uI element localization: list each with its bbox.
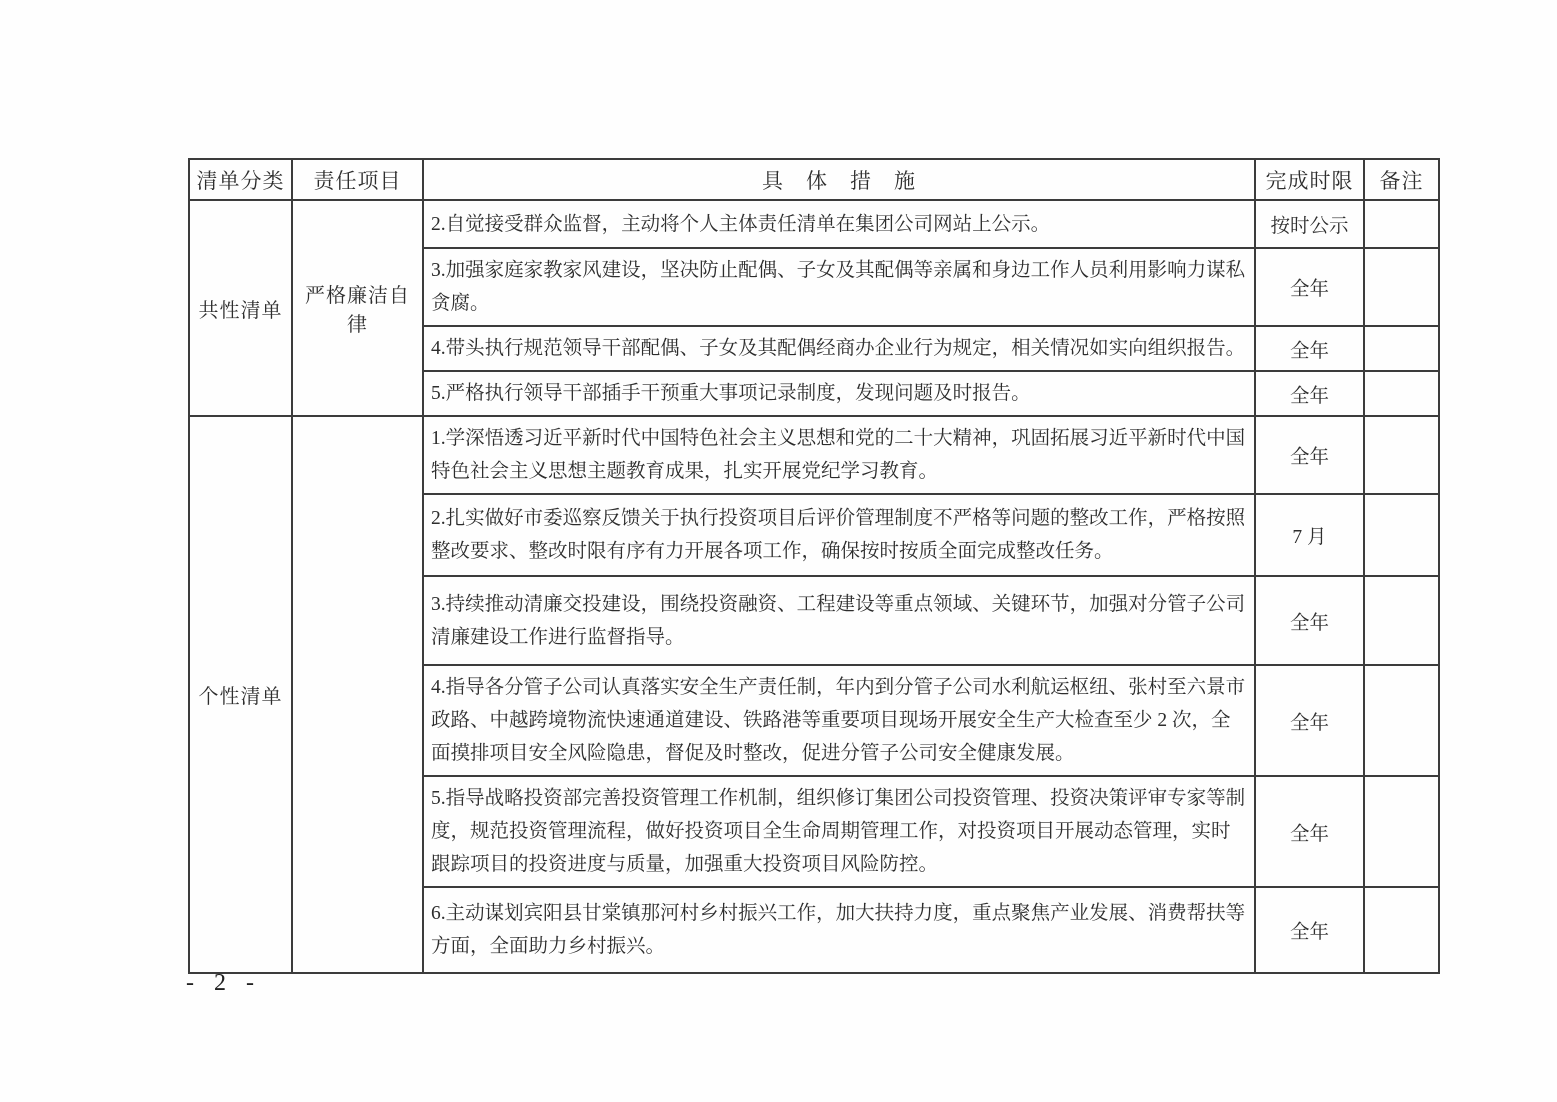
deadline-cell: 全年 [1255, 248, 1364, 326]
category-cell-common-list: 共性清单 [189, 200, 292, 416]
header-deadline: 完成时限 [1255, 159, 1364, 200]
deadline-cell: 全年 [1255, 887, 1364, 973]
measure-cell: 6.主动谋划宾阳县甘棠镇那河村乡村振兴工作，加大扶持力度，重点聚焦产业发展、消费帮扶等方面，全面助力乡村振兴。 [423, 887, 1255, 973]
deadline-cell: 7 月 [1255, 494, 1364, 576]
measure-cell: 5.指导战略投资部完善投资管理工作机制，组织修订集团公司投资管理、投资决策评审专家等制度，规范投资管理流程，做好投资项目全生命周期管理工作，对投资项目开展动态管理，实时跟踪项目的投资进度与质量，加强重大投资项目风险防控。 [423, 776, 1255, 887]
measure-cell: 5.严格执行领导干部插手干预重大事项记录制度，发现问题及时报告。 [423, 371, 1255, 416]
remark-cell [1364, 494, 1439, 576]
remark-cell [1364, 776, 1439, 887]
header-remark: 备注 [1364, 159, 1439, 200]
remark-cell [1364, 665, 1439, 776]
deadline-cell: 全年 [1255, 576, 1364, 665]
measure-cell: 3.加强家庭家教家风建设，坚决防止配偶、子女及其配偶等亲属和身边工作人员利用影响力谋私贪腐。 [423, 248, 1255, 326]
page-number: - 2 - [186, 970, 261, 996]
remark-cell [1364, 200, 1439, 248]
deadline-cell: 按时公示 [1255, 200, 1364, 248]
table-header-row [189, 159, 1439, 200]
remark-cell [1364, 576, 1439, 665]
header-project: 责任项目 [292, 159, 423, 200]
remark-cell [1364, 371, 1439, 416]
measure-cell: 3.持续推动清廉交投建设，围绕投资融资、工程建设等重点领域、关键环节，加强对分管子公司清廉建设工作进行监督指导。 [423, 576, 1255, 665]
measure-cell: 1.学深悟透习近平新时代中国特色社会主义思想和党的二十大精神，巩固拓展习近平新时代中国特色社会主义思想主题教育成果，扎实开展党纪学习教育。 [423, 416, 1255, 494]
project-cell-strict-integrity: 严格廉洁自律 [292, 200, 423, 416]
category-cell-individual-list: 个性清单 [189, 416, 292, 973]
deadline-cell: 全年 [1255, 326, 1364, 371]
deadline-cell: 全年 [1255, 776, 1364, 887]
deadline-cell: 全年 [1255, 416, 1364, 494]
remark-cell [1364, 326, 1439, 371]
project-cell-empty [292, 416, 423, 973]
measure-cell: 4.指导各分管子公司认真落实安全生产责任制，年内到分管子公司水利航运枢纽、张村至六景市政路、中越跨境物流快速通道建设、铁路港等重要项目现场开展安全生产大检查至少 2 次，全面摸排项目安全风险隐患，督促及时整改，促进分管子公司安全健康发展。 [423, 665, 1255, 776]
header-category: 清单分类 [189, 159, 292, 200]
remark-cell [1364, 887, 1439, 973]
measure-cell: 4.带头执行规范领导干部配偶、子女及其配偶经商办企业行为规定，相关情况如实向组织报告。 [423, 326, 1255, 371]
deadline-cell: 全年 [1255, 665, 1364, 776]
remark-cell [1364, 248, 1439, 326]
deadline-cell: 全年 [1255, 371, 1364, 416]
responsibility-list-table [188, 158, 1440, 974]
table-row [189, 200, 1439, 248]
header-measures: 具 体 措 施 [423, 159, 1255, 200]
measure-cell: 2.自觉接受群众监督，主动将个人主体责任清单在集团公司网站上公示。 [423, 200, 1255, 248]
table-row [189, 416, 1439, 494]
remark-cell [1364, 416, 1439, 494]
measure-cell: 2.扎实做好市委巡察反馈关于执行投资项目后评价管理制度不严格等问题的整改工作，严格按照整改要求、整改时限有序有力开展各项工作，确保按时按质全面完成整改任务。 [423, 494, 1255, 576]
